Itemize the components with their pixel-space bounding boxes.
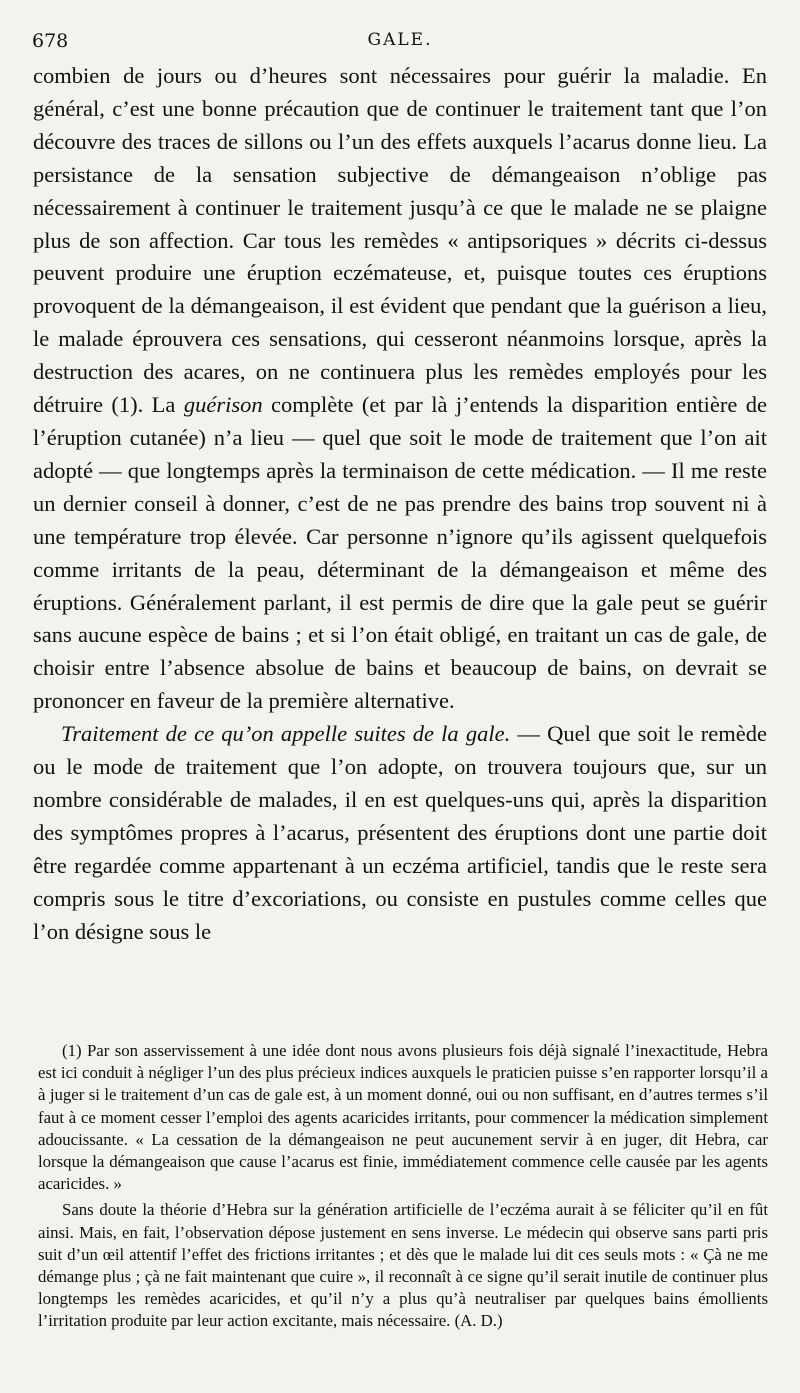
page-number: 678 [32,30,69,52]
running-title: GALE. [367,30,433,50]
paragraph-treatment-sequelae [33,718,767,948]
italic-term: guérison [183,392,263,418]
paragraph-text: — Quel que soit le remède ou le mode de traitement que l’on adopte, on trouvera toujours que, sur un nombre considérable de malades, il en est quelques-uns qui, après la disparition des symptômes propres à l’acarus, présentent des éruptions dont une partie doit être regardée comme appartenant à un eczéma artificiel, tandis que le reste sera compris sous le titre d’excoriations, ou consiste en pustules comme celles que l’on désigne sous le [33,721,767,944]
footnote-1-continued: Sans doute la théorie d’Hebra sur la génération artificielle de l’eczéma aurait à se féliciter qu’il en fût ainsi. Mais, en fait, l’observation dépose justement en sens inverse. Le médecin qui observe sans parti pris suit d’un œil attentif l’effet des frictions irritantes ; et dès que le malade lui dit ces seuls mots : « Çà ne me démange plus ; çà ne fait maintenant que cuire », il reconnaît à ce signe qu’il serait inutile de continuer plus longtemps les remèdes acaricides, et qu’il n’y a plus qu’à neutraliser par quelques bains émollients l’irritation produite par leur action excitante, mais nécessaire. (A. D.) [38,1200,768,1331]
page-header [32,30,768,60]
paragraph-text-end: complète (et par là j’entends la disparition entière de l’éruption cutanée) n’a lieu — quel que soit le mode de traitement que l’on ait adopté — que longtemps après la terminaison de cette médication. — Il me reste un dernier conseil à donner, c’est de ne pas prendre des bains trop souvent ni à une température trop élevée. Car personne n’ignore qu’ils agissent quelquefois comme irritants de la peau, déterminant de la démangeaison et même des éruptions. Généralement parlant, il est permis de dire que la gale peut se guérir sans aucune espèce de bains ; et si l’on était obligé, en traitant un cas de gale, de choisir entre l’absence absolue de bains et beaucoup de bains, on devrait se prononcer en faveur de la première alternative. [33,392,767,714]
paragraph-text: combien de jours ou d’heures sont nécessaires pour guérir la maladie. En général, c’est une bonne précaution que de continuer le traitement tant que l’on découvre des traces de sillons ou l’un des effets auxquels l’acarus donne lieu. La persistance de la sensation subjective de démangeaison n’oblige pas nécessairement à continuer le traitement jusqu’à ce que le malade ne se plaigne plus de son affection. Car tous les remèdes « antipsoriques » décrits ci-dessus peuvent produire une éruption eczémateuse, et, puisque toutes ces éruptions provoquent de la démangeaison, il est évident que pendant que la guérison a lieu, le malade éprouvera ces sensations, qui cesseront néanmoins lorsque, après la destruction des acares, on ne continuera plus les remèdes employés pour les détruire (1). La [33,63,767,418]
main-text [33,60,767,948]
paragraph-continuation [33,60,767,718]
footnotes [38,1040,768,1333]
footnote-1: (1) Par son asservissement à une idée dont nous avons plusieurs fois déjà signalé l’inexactitude, Hebra est ici conduit à négliger l’un des plus précieux indices auxquels le praticien puisse s’en rapporter lorsqu’il a à juger si le traitement d’un cas de gale est, à un moment donné, oui ou non suffisant, en d’autres termes s’il faut à ce moment cesser l’emploi des agents acaricides irritants, pour commencer la médication simplement adoucissante. « La cessation de la démangeaison ne peut aucunement servir à en juger, dit Hebra, car lorsque la démangeaison que cause l’acarus est finie, immédiatement commence celle causée par les agents acaricides. » [38,1041,768,1194]
section-heading-italic: Traitement de ce qu’on appelle suites de la gale. [61,721,511,747]
